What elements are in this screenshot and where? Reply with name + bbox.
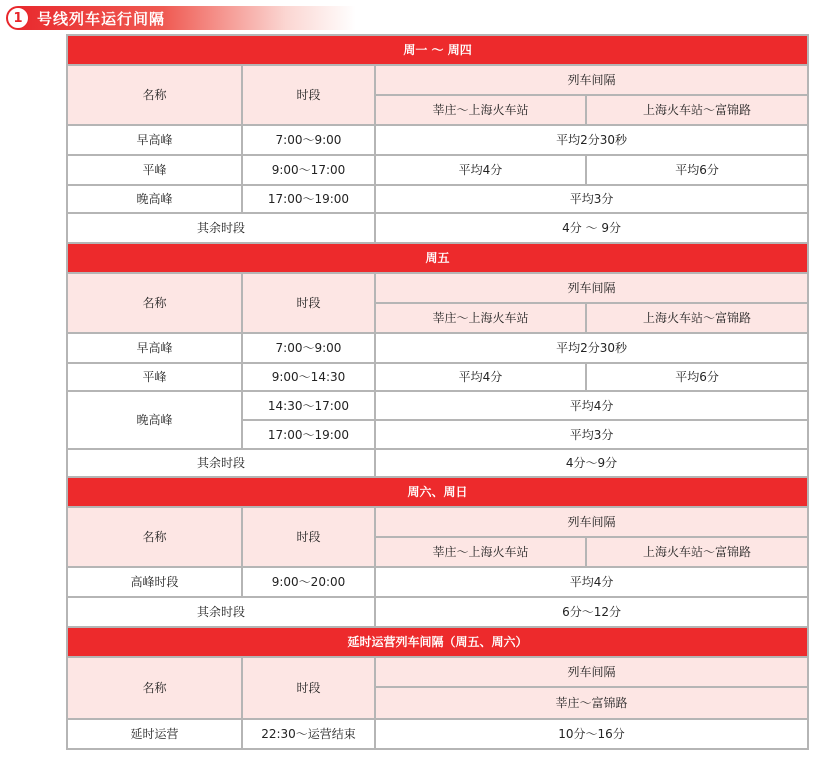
other-period-interval: 6分～12分 [375,597,808,627]
col-header-name: 名称 [67,657,242,719]
table-row [67,567,808,597]
row-interval-b: 平均6分 [586,363,808,391]
col-header-name: 名称 [67,65,242,125]
row-name: 高峰时段 [67,567,242,597]
table-row [67,185,808,213]
row-interval-b: 平均6分 [586,155,808,185]
row-interval: 平均2分30秒 [375,333,808,363]
table-row [67,155,808,185]
row-name: 晚高峰 [67,391,242,449]
col-header-route-b: 上海火车站～富锦路 [586,95,808,125]
other-period-interval: 4分 ～ 9分 [375,213,808,243]
table-row [67,213,808,243]
row-period: 22:30～运营结束 [242,719,375,749]
row-period: 7:00～9:00 [242,125,375,155]
col-header-route-a: 莘庄～上海火车站 [375,95,586,125]
row-period: 9:00～17:00 [242,155,375,185]
row-interval: 平均3分 [375,185,808,213]
row-name: 晚高峰 [67,185,242,213]
col-header-route: 莘庄～富锦路 [375,687,808,719]
row-name: 延时运营 [67,719,242,749]
row-period: 14:30～17:00 [242,391,375,420]
col-header-period: 时段 [242,65,375,125]
row-period: 9:00～14:30 [242,363,375,391]
row-interval-a: 平均4分 [375,363,586,391]
row-interval-a: 平均4分 [375,155,586,185]
row-name: 平峰 [67,155,242,185]
train-interval-table [66,34,809,750]
col-header-name: 名称 [67,273,242,333]
table-row [67,391,808,420]
table-row [67,449,808,477]
row-interval: 10分～16分 [375,719,808,749]
table-row [67,333,808,363]
col-header-route-b: 上海火车站～富锦路 [586,537,808,567]
row-name: 早高峰 [67,125,242,155]
col-header-period: 时段 [242,507,375,567]
row-period: 17:00～19:00 [242,185,375,213]
section-header-banner [6,6,356,30]
section-title-extended: 延时运营列车间隔（周五、周六） [67,627,808,657]
col-header-route-a: 莘庄～上海火车站 [375,537,586,567]
col-header-interval: 列车间隔 [375,273,808,303]
row-period: 17:00～19:00 [242,420,375,449]
table-row [67,125,808,155]
col-header-period: 时段 [242,273,375,333]
row-interval: 平均4分 [375,391,808,420]
line-number-badge: 1 [7,7,29,29]
other-period-label: 其余时段 [67,597,375,627]
section-title-friday: 周五 [67,243,808,273]
col-header-interval: 列车间隔 [375,507,808,537]
row-interval: 平均3分 [375,420,808,449]
row-name: 平峰 [67,363,242,391]
col-header-interval: 列车间隔 [375,657,808,687]
other-period-interval: 4分～9分 [375,449,808,477]
col-header-route-b: 上海火车站～富锦路 [586,303,808,333]
table-row [67,363,808,391]
table-row [67,719,808,749]
col-header-route-a: 莘庄～上海火车站 [375,303,586,333]
row-name: 早高峰 [67,333,242,363]
page-title: 号线列车运行间隔 [37,9,166,28]
section-title-mon-thu: 周一 ～ 周四 [67,35,808,65]
section-title-weekend: 周六、周日 [67,477,808,507]
row-period: 9:00～20:00 [242,567,375,597]
other-period-label: 其余时段 [67,213,375,243]
row-interval: 平均4分 [375,567,808,597]
row-period: 7:00～9:00 [242,333,375,363]
col-header-name: 名称 [67,507,242,567]
col-header-period: 时段 [242,657,375,719]
row-interval: 平均2分30秒 [375,125,808,155]
other-period-label: 其余时段 [67,449,375,477]
table-row [67,597,808,627]
col-header-interval: 列车间隔 [375,65,808,95]
